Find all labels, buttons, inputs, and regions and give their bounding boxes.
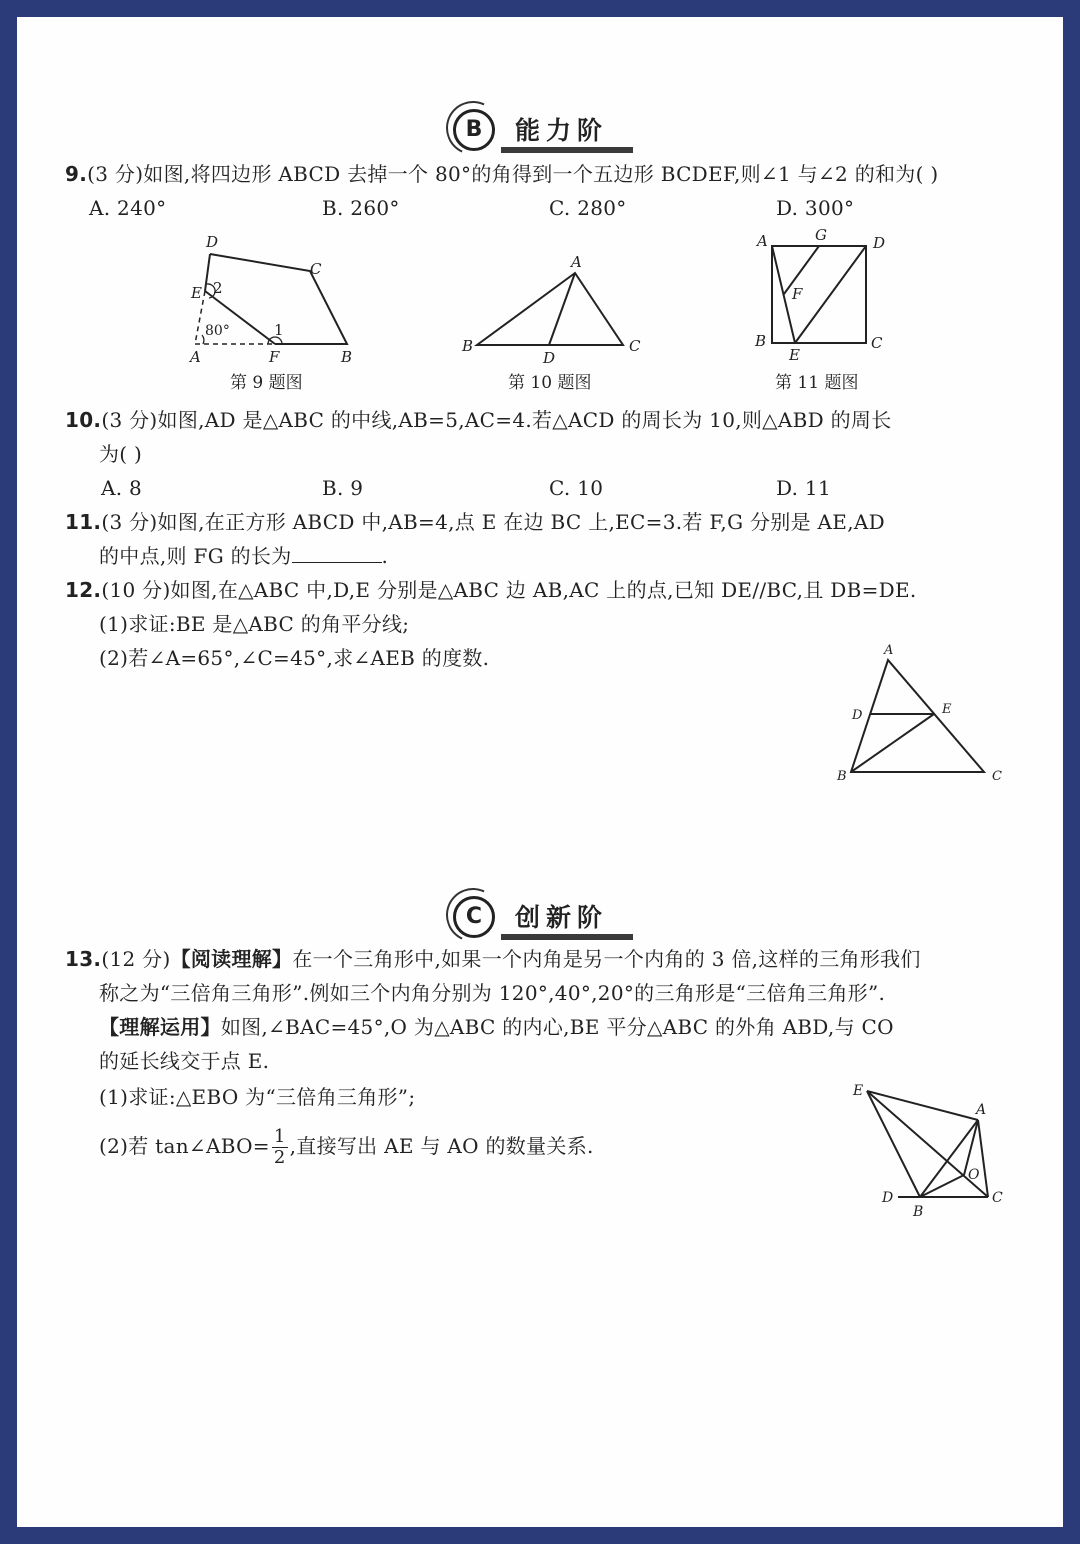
section-c-title: 创新阶 xyxy=(515,903,609,932)
section-c-badge: C xyxy=(453,896,495,938)
label-c: C xyxy=(992,1190,1003,1206)
label-80-degrees: 80° xyxy=(205,323,230,339)
section-c-header xyxy=(449,890,619,940)
label-c: C xyxy=(992,769,1002,784)
question-number: 9. xyxy=(65,162,88,186)
question-12 xyxy=(65,578,917,602)
label-g: G xyxy=(815,227,827,244)
q11-line2-text: 的中点,则 FG 的长为 xyxy=(99,544,292,568)
label-d: D xyxy=(206,233,219,251)
label-e: E xyxy=(942,702,952,717)
label-a: A xyxy=(884,643,894,658)
label-b: B xyxy=(837,769,847,784)
question-number: 12. xyxy=(65,578,102,602)
label-d: D xyxy=(882,1190,894,1206)
label-b: B xyxy=(462,337,474,355)
question-number: 13. xyxy=(65,947,102,971)
q10-option-d: D. 11 xyxy=(776,476,831,500)
question-9 xyxy=(65,162,938,186)
figure-12-triangle xyxy=(830,640,1015,785)
worksheet-page xyxy=(17,17,1063,1527)
section-b-header xyxy=(449,103,619,153)
figure-10-triangle xyxy=(457,239,657,369)
fraction-one-half xyxy=(272,1127,288,1168)
label-c: C xyxy=(871,334,883,352)
label-d: D xyxy=(852,708,863,723)
answer-blank[interactable] xyxy=(292,544,382,563)
question-score: (12 分) xyxy=(101,947,171,971)
label-a: A xyxy=(976,1102,987,1118)
q13-line-2: 称之为“三倍角三角形”.例如三个内角分别为 120°,40°,20°的三角形是“三倍角三角形”. xyxy=(99,981,886,1005)
q13-part-2 xyxy=(99,1121,594,1171)
label-e: E xyxy=(191,284,202,302)
question-text: (10 分)如图,在△ABC 中,D,E 分别是△ABC 边 AB,AC 上的点,已知 DE//BC,且 DB=DE. xyxy=(101,578,917,602)
label-c: C xyxy=(310,260,322,278)
q13-line3-text: 如图,∠BAC=45°,O 为△ABC 的内心,BE 平分△ABC 的外角 ABD,与 CO xyxy=(220,1015,894,1039)
figure-13-triangle-incenter xyxy=(840,1070,1020,1220)
question-13 xyxy=(65,947,921,971)
section-underline xyxy=(501,934,633,940)
figure-9-quadrilateral xyxy=(180,227,380,377)
q12-part-1: (1)求证:BE 是△ABC 的角平分线; xyxy=(99,612,410,636)
question-number: 10. xyxy=(65,408,102,432)
label-b: B xyxy=(755,332,767,350)
label-angle-1: 1 xyxy=(274,321,284,339)
tag-understanding-application: 【理解运用】 xyxy=(99,1015,221,1039)
figure-9-caption: 第 9 题图 xyxy=(230,373,303,393)
question-text: 在一个三角形中,如果一个内角是另一个内角的 3 倍,这样的三角形我们 xyxy=(292,947,921,971)
fraction-denominator: 2 xyxy=(273,1147,286,1168)
label-b: B xyxy=(913,1204,924,1220)
fraction-numerator: 1 xyxy=(273,1126,286,1147)
q9-option-c: C. 280° xyxy=(549,196,627,220)
q11-line2-period: . xyxy=(381,544,389,568)
label-d: D xyxy=(543,349,556,367)
q9-option-b: B. 260° xyxy=(322,196,400,220)
q13-part-1: (1)求证:△EBO 为“三倍角三角形”; xyxy=(99,1085,416,1109)
section-underline xyxy=(501,147,633,153)
question-number: 11. xyxy=(65,510,102,534)
q13-line-3 xyxy=(99,1015,894,1039)
q12-part-2: (2)若∠A=65°,∠C=45°,求∠AEB 的度数. xyxy=(99,646,490,670)
question-text: (3 分)如图,AD 是△ABC 的中线,AB=5,AC=4.若△ACD 的周长为 10,则△ABD 的周长 xyxy=(101,408,892,432)
tag-reading-comprehension: 【阅读理解】 xyxy=(170,947,293,971)
question-text: (3 分)如图,在正方形 ABCD 中,AB=4,点 E 在边 BC 上,EC=3.若 F,G 分别是 AE,AD xyxy=(101,510,885,534)
question-text: (3 分)如图,将四边形 ABCD 去掉一个 80°的角得到一个五边形 BCDEF,则∠1 与∠2 的和为( ) xyxy=(87,162,939,186)
label-a: A xyxy=(571,253,582,271)
question-10 xyxy=(65,408,892,432)
question-11 xyxy=(65,510,885,534)
label-a: A xyxy=(190,348,201,366)
label-c: C xyxy=(629,337,641,355)
figure-10-caption: 第 10 题图 xyxy=(508,373,592,393)
label-a: A xyxy=(757,232,768,250)
q13-part2-rest: ,直接写出 AE 与 AO 的数量关系. xyxy=(289,1134,594,1158)
label-o: O xyxy=(968,1167,980,1183)
label-b: B xyxy=(341,348,353,366)
q9-option-d: D. 300° xyxy=(776,196,855,220)
label-f: F xyxy=(792,285,803,303)
q10-option-b: B. 9 xyxy=(322,476,364,500)
q9-option-a: A. 240° xyxy=(89,196,167,220)
q10-option-a: A. 8 xyxy=(101,476,143,500)
q13-part2-text: (2)若 tan∠ABO= xyxy=(99,1134,270,1158)
label-e: E xyxy=(789,346,800,364)
q10-text-line2: 为( ) xyxy=(99,442,143,466)
q11-text-line2 xyxy=(99,544,388,568)
section-b-title: 能力阶 xyxy=(515,116,609,145)
label-e: E xyxy=(853,1083,864,1099)
q13-line-4: 的延长线交于点 E. xyxy=(99,1049,270,1073)
figure-11-square xyxy=(747,227,917,367)
label-d: D xyxy=(873,234,886,252)
section-b-badge: B xyxy=(453,109,495,151)
label-angle-2: 2 xyxy=(213,279,223,297)
label-f: F xyxy=(269,348,280,366)
figure-11-caption: 第 11 题图 xyxy=(775,373,859,393)
q10-option-c: C. 10 xyxy=(549,476,604,500)
